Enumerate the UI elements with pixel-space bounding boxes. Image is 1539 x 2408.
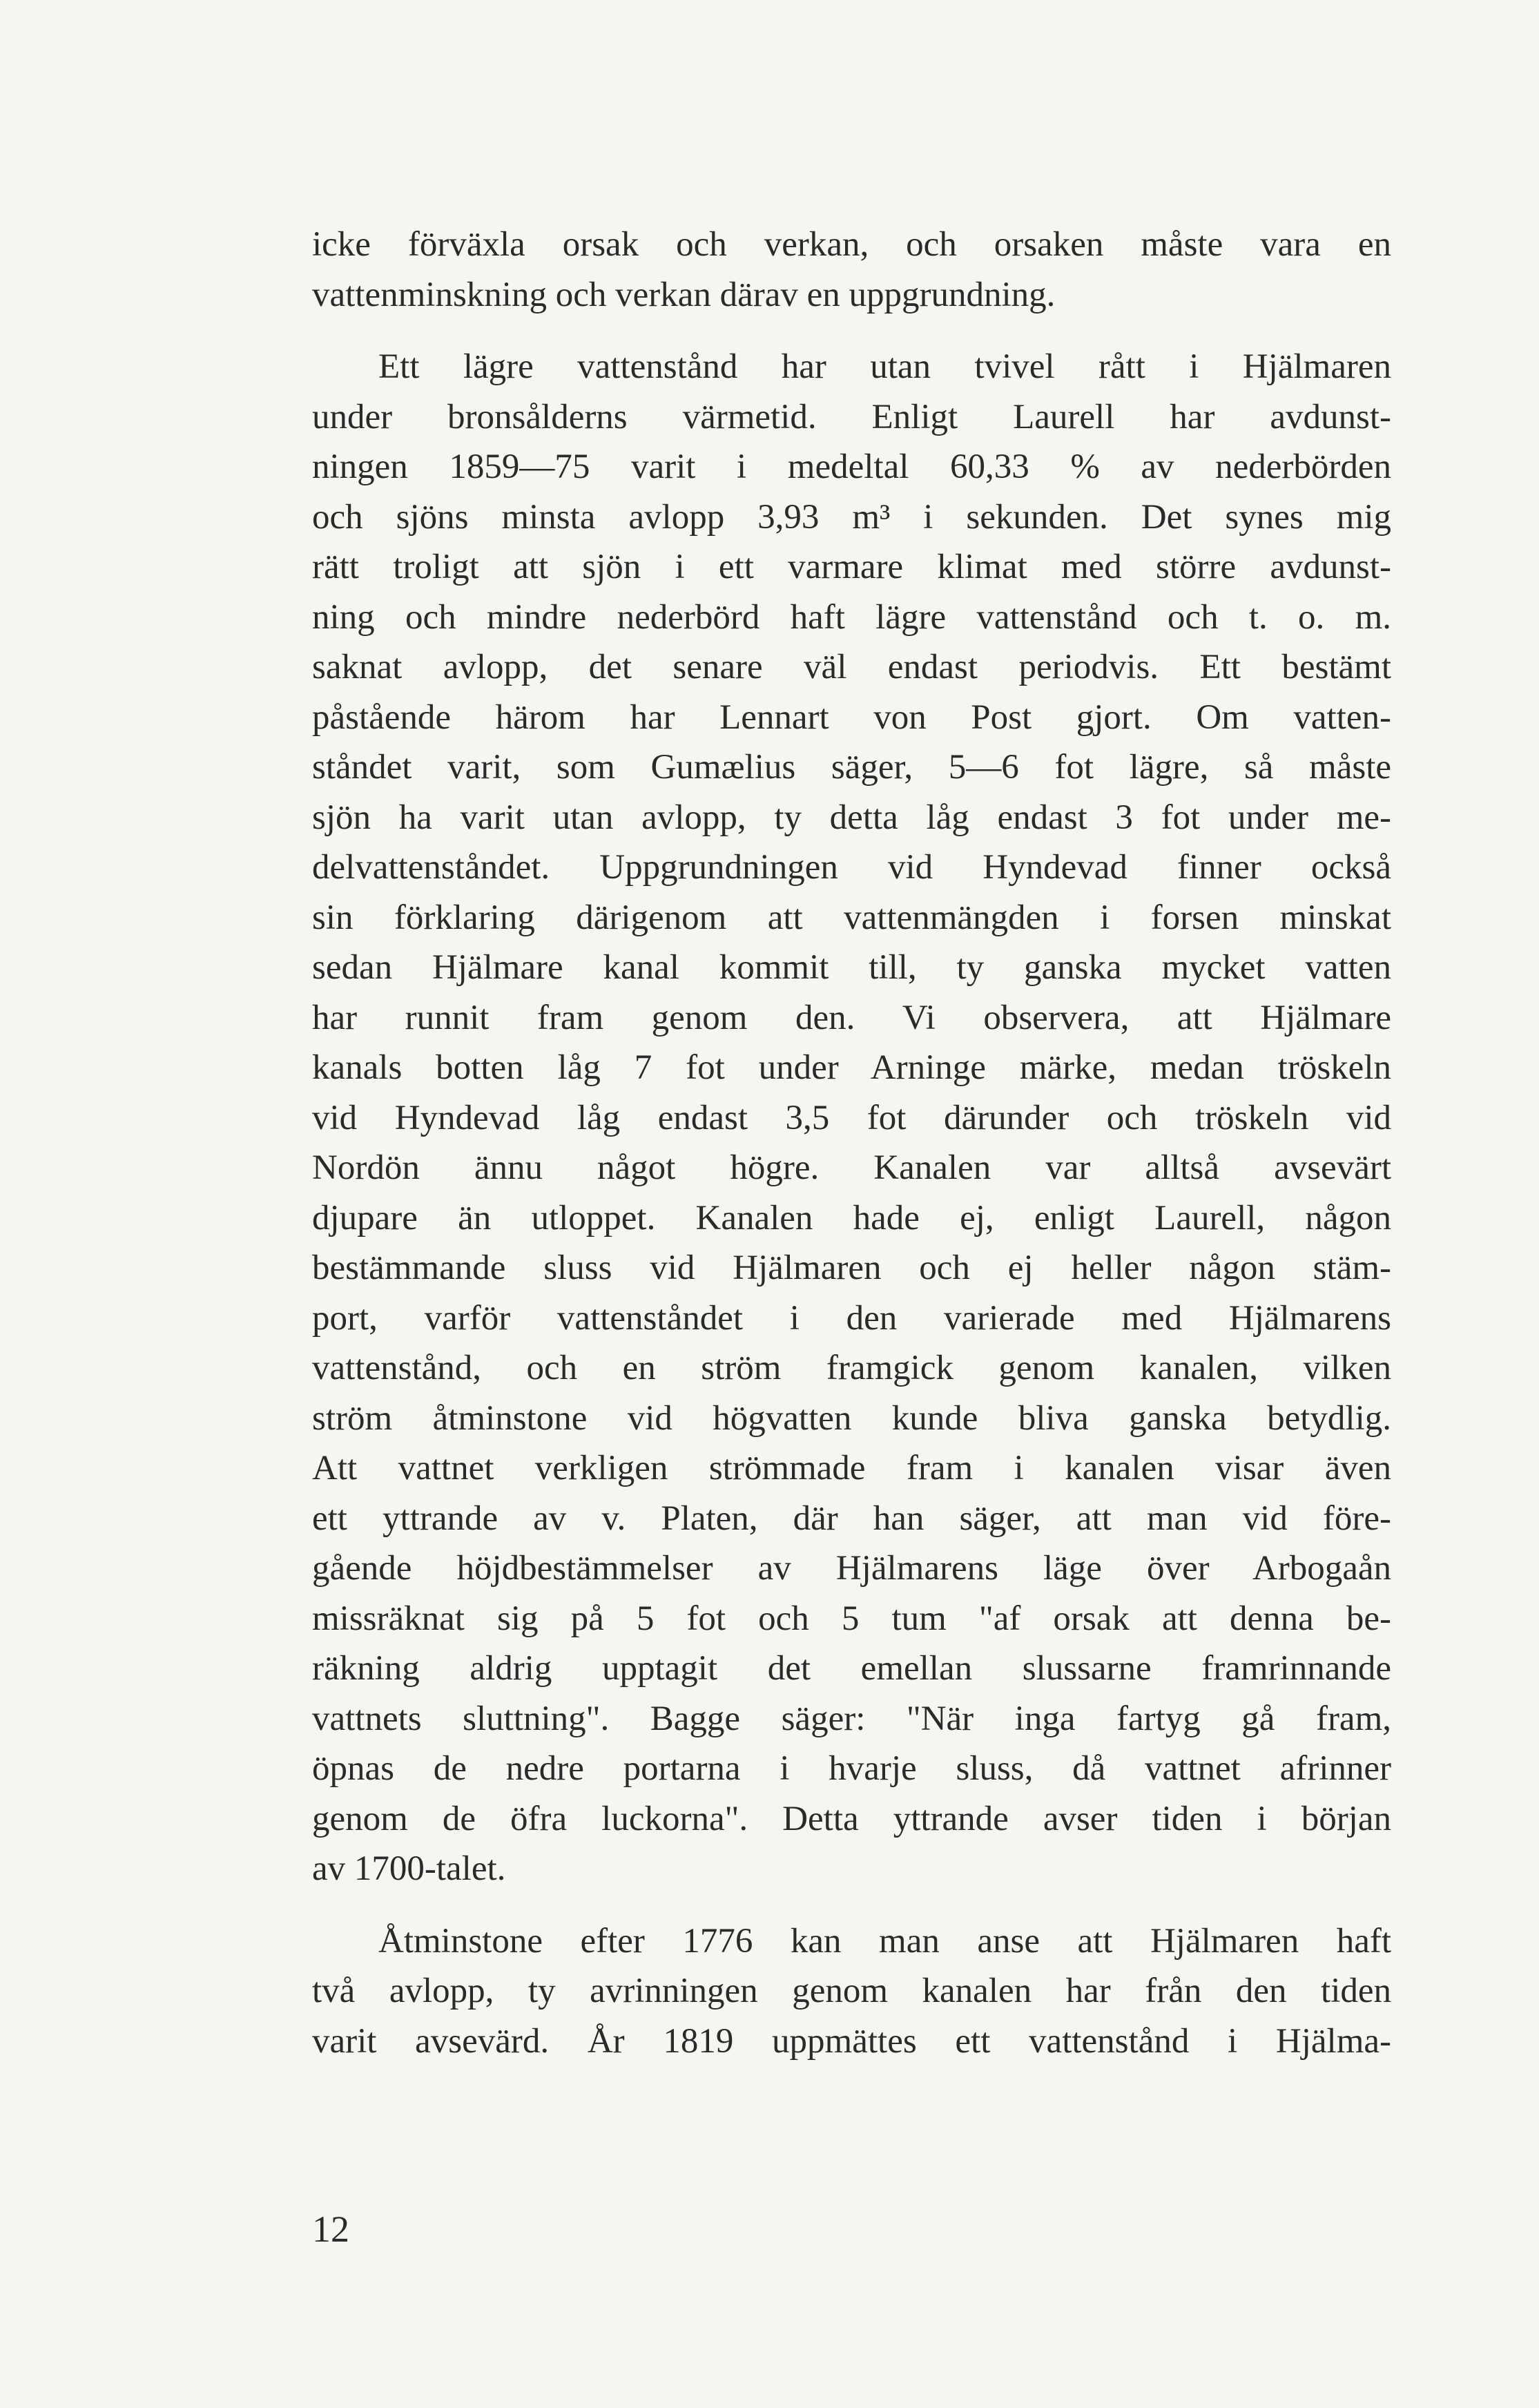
text-line: ningen 1859—75 varit i medeltal 60,33 % av nederbörden [312, 447, 1391, 486]
text-line: kanals botten låg 7 fot under Arninge märke, medan tröskeln [312, 1048, 1391, 1087]
text-line: sedan Hjälmare kanal kommit till, ty ganska mycket vatten [312, 948, 1391, 987]
text-line: har runnit fram genom den. Vi observera, att Hjälmare [312, 998, 1391, 1037]
text-line: rätt troligt att sjön i ett varmare klimat med större avdunst- [312, 548, 1391, 586]
text-line: sin förklaring därigenom att vattenmängden i forsen minskat [312, 898, 1391, 937]
text-line: missräknat sig på 5 fot och 5 tum "af orsak att denna be- [312, 1599, 1391, 1638]
text-line: av 1700-talet. [312, 1849, 506, 1888]
body-text [312, 220, 1391, 2066]
text-line: ning och mindre nederbörd haft lägre vattenstånd och t. o. m. [312, 597, 1391, 637]
text-line: Att vattnet verkligen strömmade fram i kanalen visar även [312, 1449, 1391, 1487]
paragraph-gap [312, 320, 1391, 342]
paragraph-gap [312, 1894, 1391, 1916]
text-line: under bronsålderns värmetid. Enligt Laurell har avdunst- [312, 397, 1391, 436]
text-line: vattenminskning och verkan därav en uppgrundning. [312, 275, 1056, 314]
text-line: vattenstånd, och en ström framgick genom kanalen, vilken [312, 1349, 1391, 1387]
text-line: saknat avlopp, det senare väl endast periodvis. Ett bestämt [312, 648, 1391, 686]
paragraph [312, 220, 1391, 320]
text-line: vattnets sluttning". Bagge säger: "När inga fartyg gå fram, [312, 1699, 1391, 1738]
text-line: ett yttrande av v. Platen, där han säger, att man vid före- [312, 1499, 1391, 1538]
text-line: och sjöns minsta avlopp 3,93 m³ i sekunden. Det synes mig [312, 497, 1391, 537]
text-line: genom de öfra luckorna". Detta yttrande avser tiden i början [312, 1799, 1391, 1838]
text-line: två avlopp, ty avrinningen genom kanalen har från den tiden [312, 1972, 1391, 2010]
text-line: ström åtminstone vid högvatten kunde bliva ganska betydlig. [312, 1398, 1391, 1438]
text-line: icke förväxla orsak och verkan, och orsaken måste vara en [312, 225, 1391, 264]
text-line: sjön ha varit utan avlopp, ty detta låg endast 3 fot under me- [312, 798, 1391, 837]
text-line: djupare än utloppet. Kanalen hade ej, enligt Laurell, någon [312, 1198, 1391, 1237]
paragraph [312, 342, 1391, 1894]
text-line: delvattenståndet. Uppgrundningen vid Hyndevad finner också [312, 848, 1391, 887]
text-line: Ett lägre vattenstånd har utan tvivel rått i Hjälmaren [378, 347, 1391, 386]
text-line: vid Hyndevad låg endast 3,5 fot därunder och tröskeln vid [312, 1098, 1391, 1137]
text-line: öpnas de nedre portarna i hvarje sluss, då vattnet afrinner [312, 1749, 1391, 1788]
text-line: port, varför vattenståndet i den varierade med Hjälmarens [312, 1298, 1391, 1338]
page-number: 12 [312, 2208, 349, 2250]
text-line: varit avsevärd. År 1819 uppmättes ett vattenstånd i Hjälma- [312, 2021, 1391, 2061]
paragraph [312, 1916, 1391, 2067]
text-line: Nordön ännu något högre. Kanalen var alltså avsevärt [312, 1148, 1391, 1187]
text-line: påstående härom har Lennart von Post gjort. Om vatten- [312, 697, 1391, 737]
text-line: ståndet varit, som Gumælius säger, 5—6 fot lägre, så måste [312, 748, 1391, 787]
text-line: bestämmande sluss vid Hjälmaren och ej heller någon stäm- [312, 1249, 1391, 1287]
text-line: gående höjdbestämmelser av Hjälmarens läge över Arbogaån [312, 1549, 1391, 1588]
text-line: räkning aldrig upptagit det emellan slussarne framrinnande [312, 1649, 1391, 1688]
text-line: Åtminstone efter 1776 kan man anse att Hjälmaren haft [378, 1921, 1391, 1961]
